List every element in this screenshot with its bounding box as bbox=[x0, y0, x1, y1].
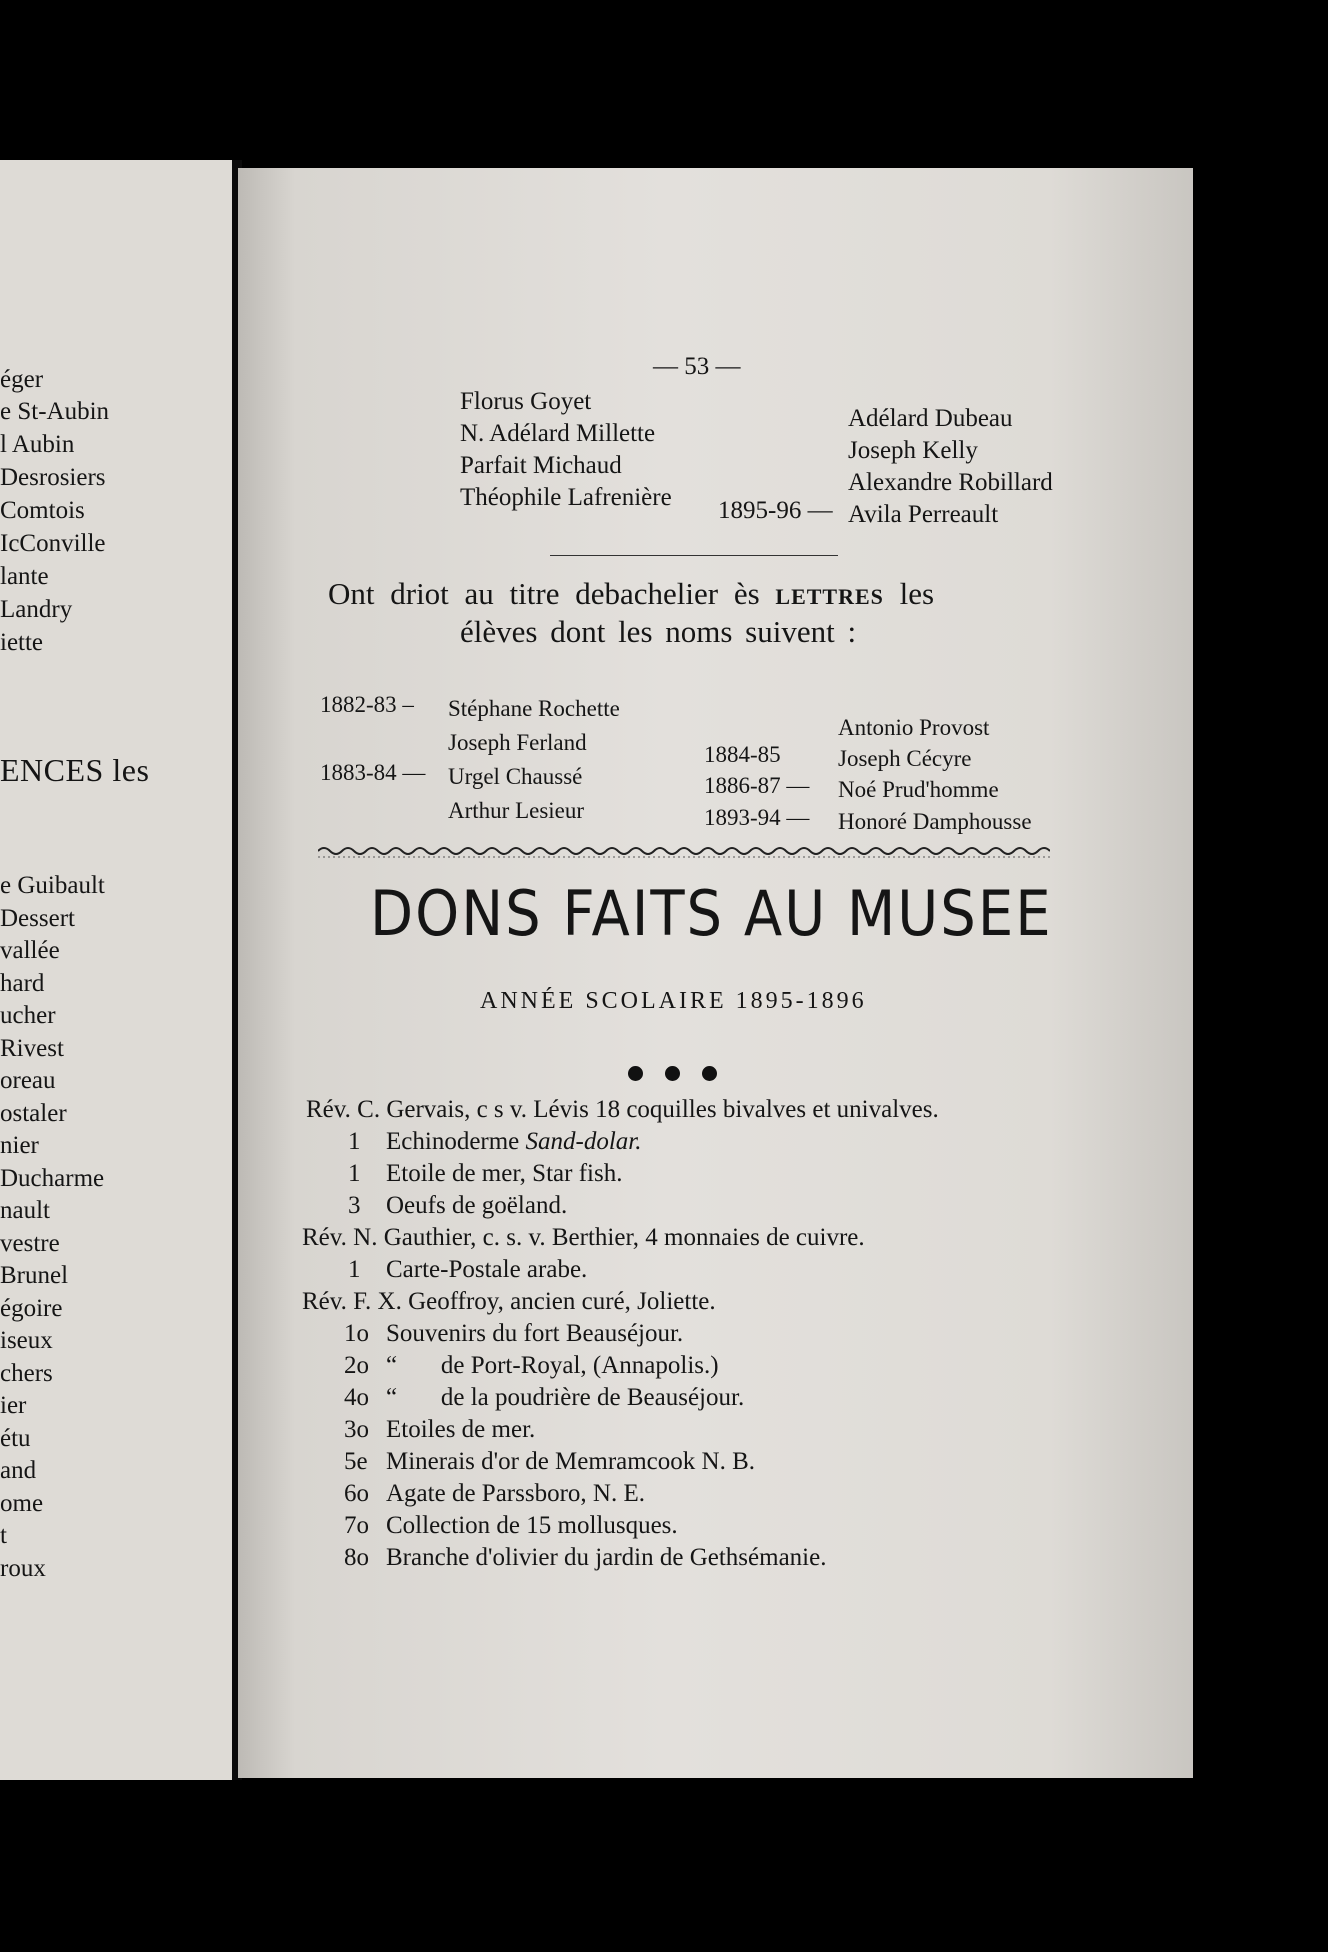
name-left: N. Adélard Millette bbox=[460, 420, 656, 447]
left-line: Rivest bbox=[0, 1035, 64, 1062]
donation-item bbox=[386, 1128, 642, 1156]
name-left: Parfait Michaud bbox=[460, 452, 622, 479]
name-left: Florus Goyet bbox=[460, 388, 592, 415]
left-line: nier bbox=[0, 1132, 39, 1159]
ornament-dots bbox=[628, 1066, 717, 1081]
bachelor-name: Joseph Ferland bbox=[448, 730, 587, 755]
year-label: 1882-83 – bbox=[320, 692, 414, 717]
section-title: DONS FAITS AU MUSEE bbox=[370, 878, 1053, 951]
left-line: Dessert bbox=[0, 905, 75, 932]
donation-item: Carte-Postale arabe. bbox=[386, 1256, 588, 1283]
year-label: 1893-94 — bbox=[704, 805, 810, 830]
left-line: ome bbox=[0, 1490, 44, 1517]
left-page bbox=[0, 160, 232, 1780]
name-right: Joseph Kelly bbox=[848, 437, 978, 464]
donation-item: Souvenirs du fort Beauséjour. bbox=[386, 1320, 684, 1347]
donation-entry: Rév. N. Gauthier, c. s. v. Berthier, 4 monnaies de cuivre. bbox=[302, 1224, 865, 1251]
donation-item: Collection de 15 mollusques. bbox=[386, 1512, 678, 1539]
separator-rule bbox=[550, 555, 838, 556]
ornament-dot bbox=[702, 1066, 717, 1081]
donation-item: Etoile de mer, Star fish. bbox=[386, 1160, 623, 1187]
year-label: 1895-96 — bbox=[718, 497, 833, 524]
bachelor-intro-line2: élèves dont les noms suivent : bbox=[460, 614, 857, 649]
bachelor-name: Arthur Lesieur bbox=[448, 798, 585, 823]
item-number: 1 bbox=[348, 1128, 361, 1155]
left-line: Brunel bbox=[0, 1262, 69, 1289]
name-right: Avila Perreault bbox=[848, 501, 999, 528]
name-right: Adélard Dubeau bbox=[848, 405, 1013, 432]
left-line: and bbox=[0, 1457, 37, 1484]
left-line: hard bbox=[0, 970, 45, 997]
donation-item: “ de Port-Royal, (Annapolis.) bbox=[386, 1352, 719, 1379]
ornamental-wavy-rule bbox=[318, 842, 1050, 860]
donation-item: Oeufs de goëland. bbox=[386, 1192, 568, 1219]
left-line: IcConville bbox=[0, 530, 106, 557]
left-line: égoire bbox=[0, 1295, 63, 1322]
donation-entry: Rév. C. Gervais, c s v. Lévis 18 coquilles bivalves et univalves. bbox=[306, 1096, 939, 1123]
donation-item-italic: Sand-dolar. bbox=[525, 1128, 642, 1155]
left-line: ucher bbox=[0, 1002, 56, 1029]
donation-item: Branche d'olivier du jardin de Gethsémanie. bbox=[386, 1544, 827, 1571]
left-line: l Aubin bbox=[0, 431, 75, 458]
bachelor-name: Honoré Damphousse bbox=[838, 809, 1032, 834]
left-line: t bbox=[0, 1522, 7, 1549]
left-line: chers bbox=[0, 1360, 53, 1387]
item-number: 7o bbox=[344, 1512, 369, 1539]
bachelor-intro bbox=[328, 576, 934, 612]
left-line: Desrosiers bbox=[0, 464, 106, 491]
left-line: iseux bbox=[0, 1327, 53, 1354]
page-number: — 53 — bbox=[653, 353, 741, 380]
section-subtitle: ANNÉE SCOLAIRE 1895-1896 bbox=[480, 988, 867, 1014]
left-line: Comtois bbox=[0, 497, 85, 524]
item-number: 5e bbox=[344, 1448, 368, 1475]
year-label: 1883-84 — bbox=[320, 760, 426, 785]
item-number: 6o bbox=[344, 1480, 369, 1507]
left-line: lante bbox=[0, 563, 49, 590]
left-line: Ducharme bbox=[0, 1165, 105, 1192]
left-line: étu bbox=[0, 1425, 31, 1452]
left-line: iette bbox=[0, 629, 44, 656]
name-right: Alexandre Robillard bbox=[848, 469, 1053, 496]
left-line: nault bbox=[0, 1197, 50, 1224]
left-line: éger bbox=[0, 366, 44, 393]
donation-item: Agate de Parssboro, N. E. bbox=[386, 1480, 645, 1507]
left-line: Landry bbox=[0, 596, 73, 623]
left-line: e St-Aubin bbox=[0, 398, 110, 425]
ornament-dot bbox=[628, 1066, 643, 1081]
bachelor-name: Urgel Chaussé bbox=[448, 764, 583, 789]
bachelor-name: Antonio Provost bbox=[838, 715, 990, 740]
left-line: oreau bbox=[0, 1067, 56, 1094]
left-heading-fragment: ENCES les bbox=[0, 752, 150, 788]
item-number: 3o bbox=[344, 1416, 369, 1443]
item-number: 1 bbox=[348, 1160, 361, 1187]
left-line: vallée bbox=[0, 937, 60, 964]
bachelor-name: Joseph Cécyre bbox=[838, 746, 972, 771]
bachelor-name: Noé Prud'homme bbox=[838, 777, 999, 802]
item-number: 1o bbox=[344, 1320, 369, 1347]
left-line: vestre bbox=[0, 1230, 60, 1257]
donation-entry: Rév. F. X. Geoffroy, ancien curé, Joliette. bbox=[302, 1288, 716, 1315]
bachelor-name: Stéphane Rochette bbox=[448, 696, 620, 721]
donation-item: “ de la poudrière de Beauséjour. bbox=[386, 1384, 745, 1411]
left-line: roux bbox=[0, 1555, 46, 1582]
left-line: e Guibault bbox=[0, 872, 105, 899]
bachelor-intro-end: les bbox=[899, 576, 935, 611]
bachelor-intro-lettres: LETTRES bbox=[775, 584, 884, 609]
item-number: 2o bbox=[344, 1352, 369, 1379]
item-number: 8o bbox=[344, 1544, 369, 1571]
donation-item: Etoiles de mer. bbox=[386, 1416, 536, 1443]
ornament-dot bbox=[665, 1066, 680, 1081]
donation-item: Minerais d'or de Memramcook N. B. bbox=[386, 1448, 756, 1475]
donation-item-text: Echinoderme bbox=[386, 1128, 526, 1155]
name-left: Théophile Lafrenière bbox=[460, 484, 672, 511]
left-line: ier bbox=[0, 1392, 27, 1419]
year-label: 1884-85 bbox=[704, 742, 781, 767]
item-number: 4o bbox=[344, 1384, 369, 1411]
item-number: 1 bbox=[348, 1256, 361, 1283]
left-line: ostaler bbox=[0, 1100, 67, 1127]
bachelor-intro-text: Ont driot au titre debachelier ès bbox=[328, 576, 760, 611]
year-label: 1886-87 — bbox=[704, 773, 810, 798]
item-number: 3 bbox=[348, 1192, 361, 1219]
right-page bbox=[238, 168, 1193, 1778]
